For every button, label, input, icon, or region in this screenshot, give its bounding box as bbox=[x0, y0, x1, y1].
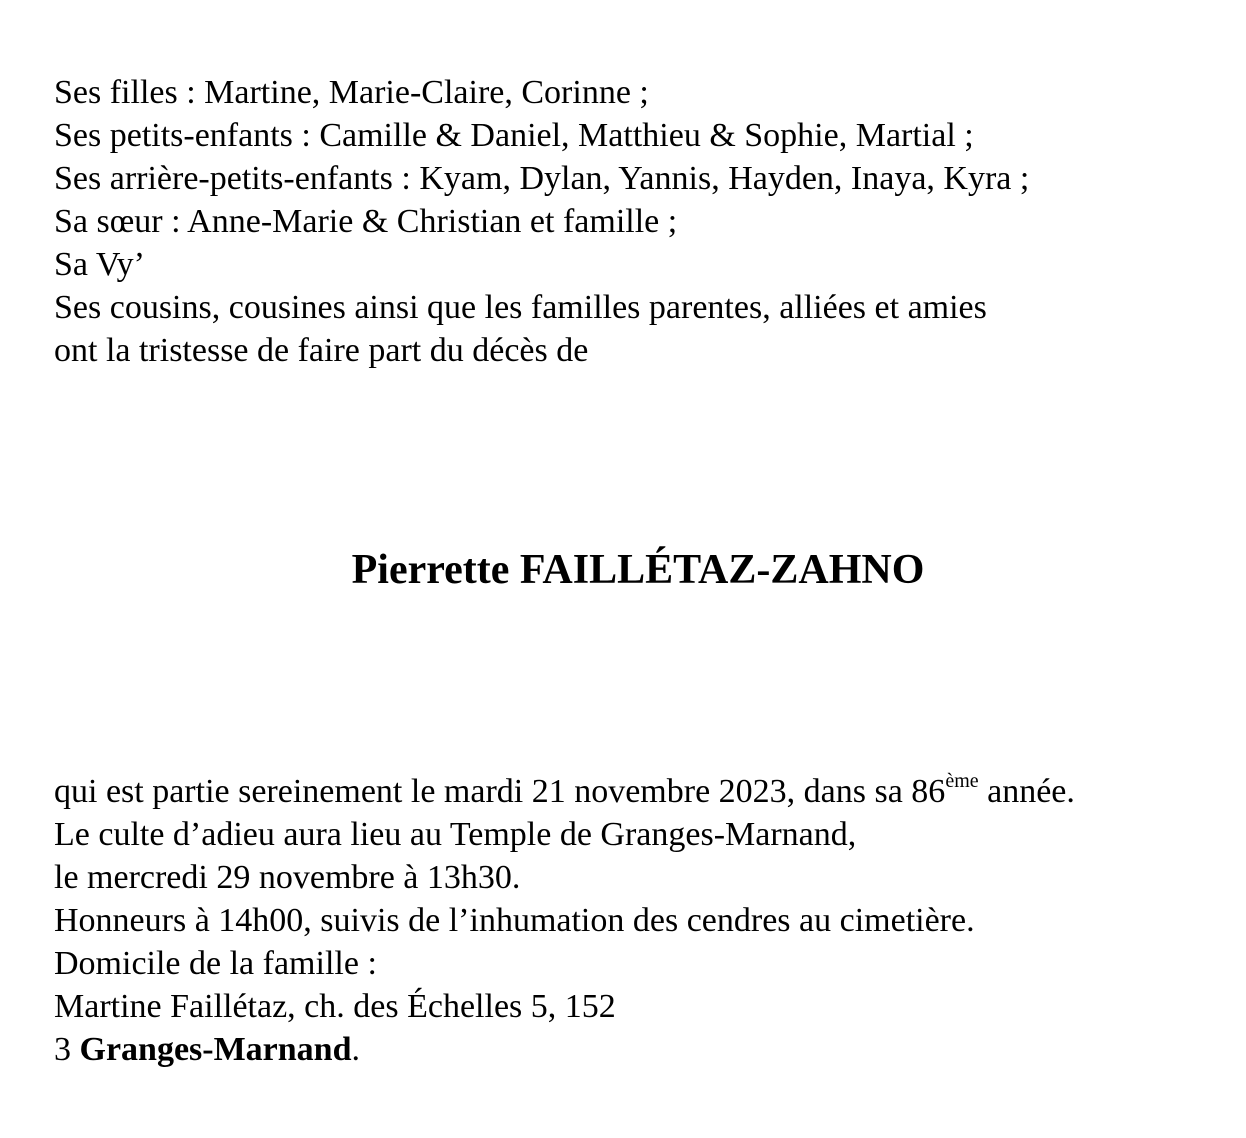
family-address-line: Martine Faillétaz, ch. des Échelles 5, 152 bbox=[54, 988, 616, 1025]
service-date-line: le mercredi 29 novembre à 13h30. bbox=[54, 859, 521, 896]
service-details bbox=[54, 770, 1075, 1071]
sister-line: Sa sœur : Anne-Marie & Christian et famille ; bbox=[54, 203, 678, 240]
announcement-line: ont la tristesse de faire part du décès de bbox=[54, 332, 589, 369]
great-grandchildren-line: Ses arrière-petits-enfants : Kyam, Dylan, Yannis, Hayden, Inaya, Kyra ; bbox=[54, 160, 1030, 197]
passing-text-end: année. bbox=[978, 773, 1075, 810]
cousins-line: Ses cousins, cousines ainsi que les familles parentes, alliées et amies bbox=[54, 289, 987, 326]
deceased-name: Pierrette FAILLÉTAZ-ZAHNO bbox=[351, 547, 925, 593]
town-period: . bbox=[351, 1031, 360, 1068]
ordinal-suffix: ème bbox=[945, 770, 979, 792]
postcode-digit: 3 bbox=[54, 1031, 80, 1068]
town-name: Granges-Marnand bbox=[79, 1031, 352, 1068]
service-location-line: Le culte d’adieu aura lieu au Temple de Granges-Marnand, bbox=[54, 816, 857, 853]
grandchildren-line: Ses petits-enfants : Camille & Daniel, Matthieu & Sophie, Martial ; bbox=[54, 117, 974, 154]
family-address-heading: Domicile de la famille : bbox=[54, 945, 377, 982]
honours-line: Honneurs à 14h00, suivis de l’inhumation des cendres au cimetière. bbox=[54, 902, 975, 939]
family-announcement bbox=[54, 71, 1029, 372]
companion-line: Sa Vy’ bbox=[54, 246, 145, 283]
family-town-line bbox=[54, 1028, 1075, 1071]
daughters-line: Ses filles : Martine, Marie-Claire, Corinne ; bbox=[54, 74, 649, 111]
passing-text: qui est partie sereinement le mardi 21 novembre 2023, dans sa 86 bbox=[54, 773, 946, 810]
passing-line bbox=[54, 770, 1075, 813]
